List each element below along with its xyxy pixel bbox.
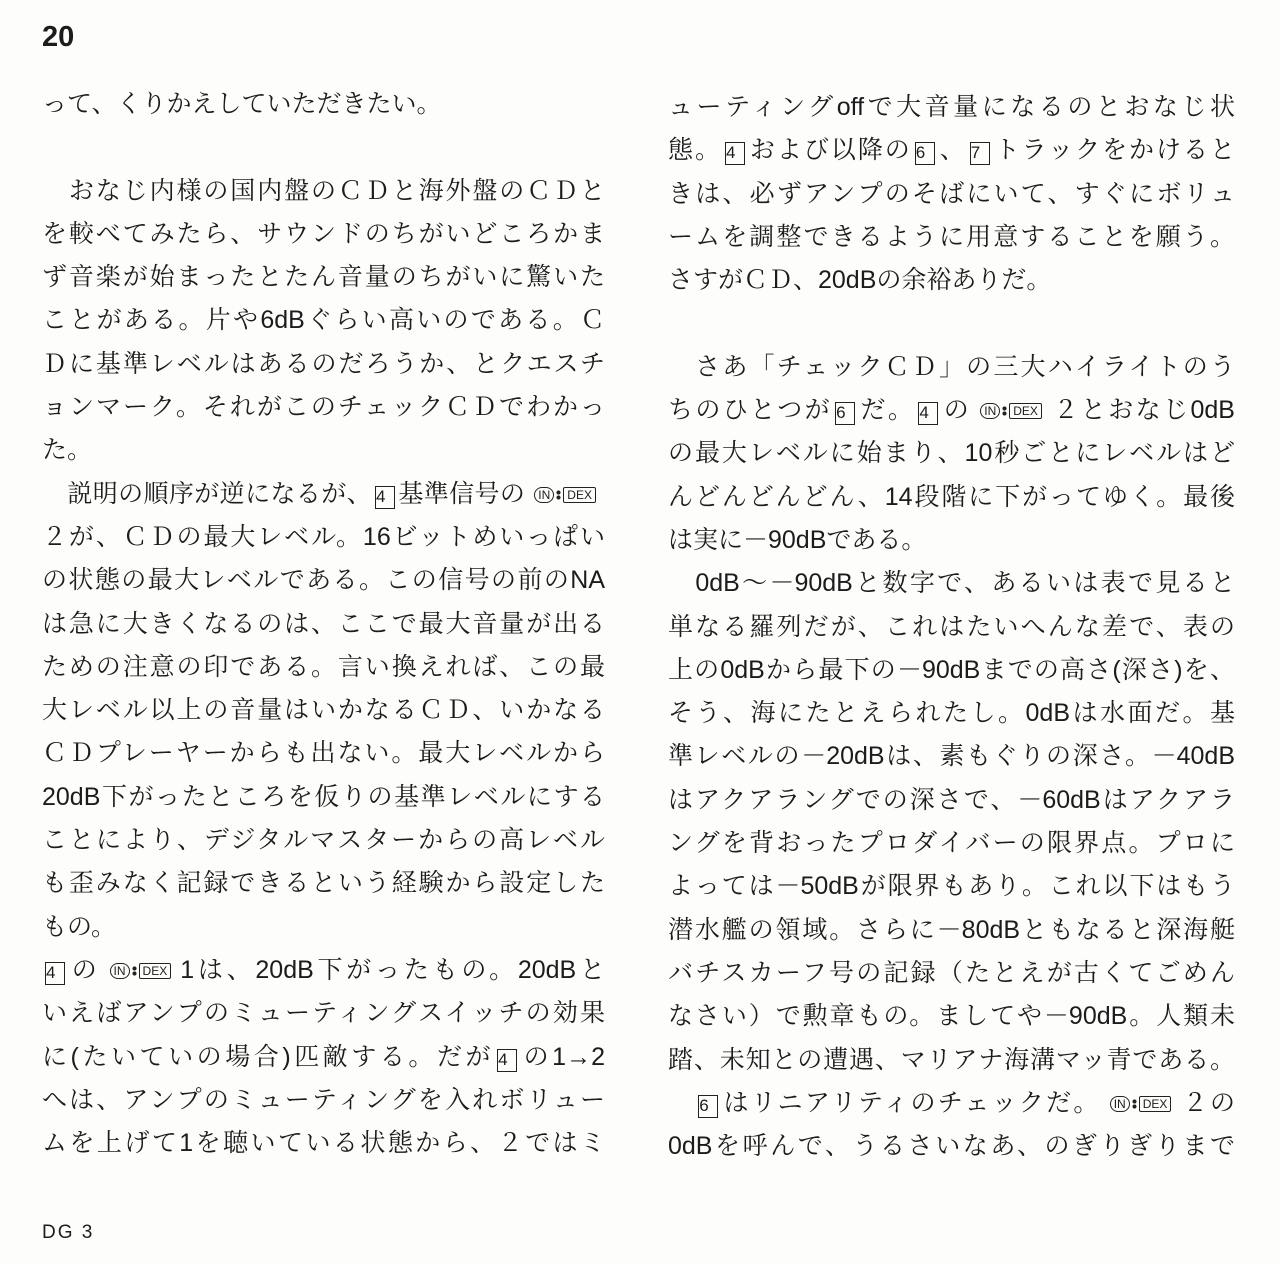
text-line (42, 992, 605, 1035)
line-content: んどんどんどん、14段階に下がってゆく。最後 (668, 482, 1235, 511)
text-line (42, 1122, 605, 1165)
text-line (668, 562, 1235, 605)
text-line (668, 346, 1235, 389)
text-line (668, 259, 1235, 302)
text-line (42, 1036, 605, 1079)
text-line (668, 519, 1235, 562)
line-content: ューティングoffで大音量になるのとおなじ状 (668, 93, 1235, 121)
index-mark-right-label: DEX (1009, 403, 1042, 419)
line-content: も歪みなく記録できるという経験から設定した (42, 869, 605, 898)
line-content: ための注意の印である。言い換えれば、この最 (42, 652, 605, 681)
text-line (42, 559, 605, 602)
line-content: ムを上げて1を聴いている状態から、２ではミ (42, 1129, 605, 1158)
text-line (42, 343, 605, 386)
text-segment: ２の (1180, 1088, 1235, 1117)
text-segment (668, 1089, 695, 1117)
index-mark-icon (110, 963, 172, 979)
index-mark-icon (1110, 1096, 1172, 1112)
line-content: 踏、未知との遭遇、マリアナ海溝マッ青である。 (668, 1045, 1235, 1074)
index-mark-icon (534, 487, 596, 503)
line-content: なさい）で勲章もの。ましてや－90dB。人類未 (668, 1002, 1235, 1031)
index-mark-separator (1002, 406, 1007, 416)
line-content: ことにより、デジタルマスターからの高レベル (42, 826, 605, 855)
text-line (668, 865, 1235, 908)
text-segment: 基準信号の (397, 479, 526, 508)
text-line (42, 213, 605, 256)
index-mark-separator (1132, 1099, 1137, 1109)
text-line (668, 995, 1235, 1038)
track-number-box: 4 (45, 962, 65, 985)
text-segment: はリニアリティのチェックだ。 (721, 1088, 1101, 1117)
line-content (668, 136, 1235, 164)
text-segment: 態。 (668, 136, 722, 165)
text-line (42, 1079, 605, 1122)
text-line (42, 516, 605, 559)
line-content (668, 396, 1235, 424)
text-line (42, 949, 605, 992)
text-line (42, 732, 605, 775)
page-number: 20 (42, 21, 75, 53)
text-segment: ちのひとつが (668, 396, 833, 425)
text-line (668, 822, 1235, 865)
index-mark-right-label: DEX (139, 963, 172, 979)
text-line (668, 302, 1235, 345)
line-content: はアクアラングでの深さで、－60dBはアクアラ (668, 785, 1235, 814)
line-content: は急に大きくなるのは、ここで最大音量が出る (42, 609, 605, 638)
line-content: の最大レベルに始まり、10秒ごとにレベルはど (668, 439, 1235, 468)
line-content: た。 (42, 436, 93, 465)
line-content: って、くりかえしていただきたい。 (42, 90, 442, 118)
text-line (42, 603, 605, 646)
text-line (668, 173, 1235, 216)
text-line (42, 646, 605, 689)
text-segment: ２とおなじ0dB (1050, 396, 1235, 425)
line-content: 0dBを呼んで、うるさいなあ、のぎりぎりまで (668, 1132, 1235, 1161)
index-mark-icon (980, 403, 1042, 419)
line-content: 大レベル以上の音量はいかなるＣＤ、いかなる (42, 696, 605, 725)
text-line (42, 386, 605, 429)
text-segment: 1は、20dB下がったもの。20dBと (180, 955, 605, 984)
text-line (668, 1039, 1235, 1082)
line-content: きは、必ずアンプのそばにいて、すぐにボリュ (668, 179, 1235, 208)
track-number-box: 4 (375, 486, 395, 509)
index-mark-right-label: DEX (1139, 1096, 1172, 1112)
text-segment: および以降の (747, 136, 912, 165)
line-content: Ｄに基準レベルはあるのだろうか、とクエスチ (42, 349, 605, 378)
text-line (668, 735, 1235, 778)
text-line (42, 473, 605, 516)
line-content: ＣＤプレーヤーからも出ない。最大レベルから (42, 739, 605, 768)
text-line (668, 692, 1235, 735)
line-content (42, 1043, 605, 1071)
text-segment: 説明の順序が逆になるが、 (42, 479, 372, 508)
index-mark-left-label: IN (534, 487, 554, 503)
index-mark-right-label: DEX (563, 487, 596, 503)
text-segment: に(たいていの場合)匹敵する。だが (42, 1042, 495, 1071)
text-line (668, 606, 1235, 649)
text-segment: の (68, 955, 101, 984)
line-content: ことがある。片や6dBぐらい高いのである。Ｃ (42, 306, 605, 335)
line-content: そう、海にたとえられたし。0dBは水面だ。基 (668, 699, 1235, 728)
line-content: 上の0dBから最下の－90dBまでの高さ(深さ)を、 (668, 655, 1235, 684)
line-content: 20dB下がったところを仮りの基準レベルにする (42, 782, 605, 811)
line-content: さあ「チェックＣＤ」の三大ハイライトのう (668, 352, 1235, 381)
text-line (42, 819, 605, 862)
text-line (668, 432, 1235, 475)
text-line (42, 689, 605, 732)
text-line (668, 1082, 1235, 1125)
track-number-box: 4 (918, 402, 938, 425)
line-content: おなじ内様の国内盤のＣＤと海外盤のＣＤと (42, 176, 605, 205)
index-mark-separator (132, 966, 137, 976)
line-content: 準レベルの－20dBは、素もぐりの深さ。－40dB (668, 742, 1235, 771)
track-number-box: 6 (698, 1095, 718, 1118)
text-line (42, 126, 605, 169)
text-line (42, 299, 605, 342)
track-number-box: 4 (725, 142, 745, 165)
line-content (42, 956, 605, 984)
text-line (42, 862, 605, 905)
text-segment: の (941, 396, 972, 425)
track-number-box: 7 (970, 142, 990, 165)
text-line (668, 909, 1235, 952)
line-content: もの。 (42, 912, 117, 941)
text-segment: だ。 (858, 396, 916, 425)
line-content: の状態の最大レベルである。この信号の前のNA (42, 566, 605, 595)
text-line (668, 129, 1235, 172)
index-mark-left-label: IN (980, 403, 1000, 419)
left-column (42, 83, 605, 1165)
line-content: いえばアンプのミューティングスイッチの効果 (42, 999, 605, 1028)
text-line (668, 216, 1235, 259)
line-content: ョンマーク。それがこのチェックＣＤでわかっ (42, 393, 605, 422)
text-segment: トラックをかけると (992, 136, 1235, 165)
line-content (668, 1089, 1235, 1117)
line-content: よっては－50dBが限界もあり。これ以下はもう (668, 872, 1235, 901)
line-content: さすがＣＤ、20dBの余裕ありだ。 (668, 266, 1052, 295)
line-content: ず音楽が始まったとたん音量のちがいに驚いた (42, 263, 605, 292)
right-column (668, 86, 1235, 1168)
line-content: は実に－90dBである。 (668, 525, 927, 554)
text-line (668, 952, 1235, 995)
page-footer: DG 3 (42, 1222, 95, 1243)
line-content: ２が、ＣＤの最大レベル。16ビットめいっぱい (42, 522, 605, 551)
text-line (668, 779, 1235, 822)
track-number-box: 6 (835, 402, 855, 425)
text-segment: 、 (937, 136, 967, 165)
text-line (42, 906, 605, 949)
track-number-box: 4 (497, 1049, 517, 1072)
text-line (42, 256, 605, 299)
text-line (42, 429, 605, 472)
text-line (668, 476, 1235, 519)
line-content: 0dB～－90dBと数字で、あるいは表で見ると (668, 569, 1235, 598)
text-line (668, 649, 1235, 692)
index-mark-left-label: IN (1110, 1096, 1130, 1112)
text-line (42, 83, 605, 126)
line-content: ングを背おったプロダイバーの限界点。プロに (668, 829, 1235, 858)
text-line (668, 389, 1235, 432)
line-content (42, 480, 605, 508)
line-content: へは、アンプのミューティングを入れボリュー (42, 1085, 605, 1114)
line-content: バチスカーフ号の記録（たとえが古くてごめん (668, 958, 1235, 987)
line-content: ームを調整できるように用意することを願う。 (668, 222, 1235, 251)
track-number-box: 6 (915, 142, 935, 165)
line-content: 潜水艦の領域。さらに－80dBともなると深海艇 (668, 915, 1235, 944)
line-content: を較べてみたら、サウンドのちがいどころかま (42, 219, 605, 248)
line-content: 単なる羅列だが、これはたいへんな差で、表の (668, 612, 1235, 641)
index-mark-left-label: IN (110, 963, 130, 979)
text-segment: の1→2 (520, 1042, 605, 1071)
text-line (42, 170, 605, 213)
text-line (668, 86, 1235, 129)
text-line (668, 1125, 1235, 1168)
index-mark-separator (556, 490, 561, 500)
text-line (42, 776, 605, 819)
